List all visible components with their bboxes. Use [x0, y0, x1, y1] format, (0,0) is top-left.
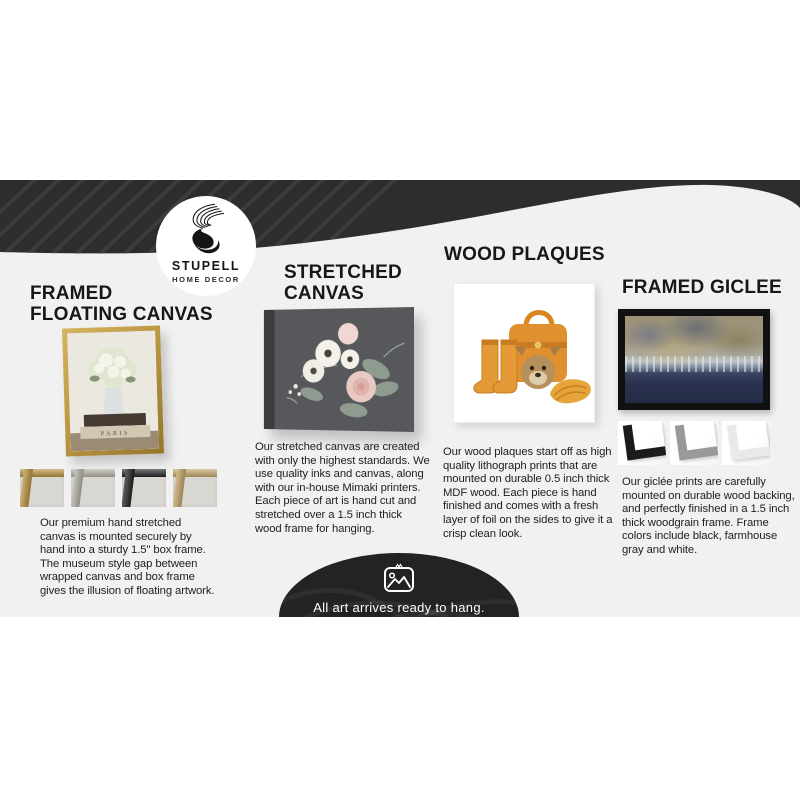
stretched-canvas-artwork [264, 307, 414, 432]
desc-framed-giclee: Our giclée prints are carefully mounted on durable wood backing, and perfectly finished in a 1.5 inch thick woodgrain frame. Frame colors include black, farmhouse gray and white. [622, 476, 795, 556]
floating-canvas-artwork [62, 325, 164, 456]
title-framed-giclee: FRAMED GICLEE [622, 277, 782, 298]
title-wood-plaques: WOOD PLAQUES [444, 244, 605, 265]
desc-stretched-canvas: Our stretched canvas are created with only the highest standards. We use quality inks and canvas, along with our in-house Mimaki printers. Each piece of art is hand cut and stretched over a 1.5 inch thick wood frame for hanging. [255, 441, 430, 535]
title-stretched-canvas: STRETCHED CANVAS [284, 262, 402, 304]
paris-flowers-art [67, 331, 159, 452]
title-framed-floating-canvas: FRAMED FLOATING CANVAS [30, 283, 213, 325]
frame-swatch-bronze [173, 469, 217, 507]
wood-plaque-artwork [453, 283, 595, 423]
framed-art-icon [381, 562, 417, 594]
frame-swatch-silver [71, 469, 115, 507]
top-wave-banner [0, 180, 800, 270]
abstract-art [625, 316, 763, 403]
giclee-frame-color-options [618, 421, 770, 465]
framed-giclee-artwork [618, 309, 770, 410]
desc-wood-plaques: Our wood plaques start off as high quality lithograph prints that are mounted on durable 0.5 inch thick MDF wood. Each piece is hand finished and comes with a fresh layer of foil on the sides to give it a crisp clean look. [443, 446, 613, 540]
brand-tagline: HOME DECOR [172, 275, 240, 284]
dog-and-bag-art [454, 284, 592, 420]
ready-to-hang-message: All art arrives ready to hang. [313, 600, 485, 615]
giclee-swatch-gray [670, 421, 718, 465]
floating-frame-color-options [20, 469, 217, 507]
stupell-logo [156, 196, 256, 296]
infographic-sheet [0, 180, 800, 617]
giclee-swatch-white [722, 421, 770, 465]
stupell-s-icon [182, 202, 230, 256]
brand-name: STUPELL [171, 259, 241, 273]
frame-swatch-gold [20, 469, 64, 507]
frame-swatch-black [122, 469, 166, 507]
floral-canvas-art [274, 307, 414, 432]
giclee-swatch-black [618, 421, 666, 465]
paris-book-label: PARIS [100, 430, 130, 438]
ready-to-hang-banner [279, 553, 519, 617]
desc-framed-floating-canvas: Our premium hand stretched canvas is mounted securely by hand into a sturdy 1.5" box frame. The museum style gap between wrapped canvas and box frame gives the illusion of floating artwork. [40, 517, 215, 597]
